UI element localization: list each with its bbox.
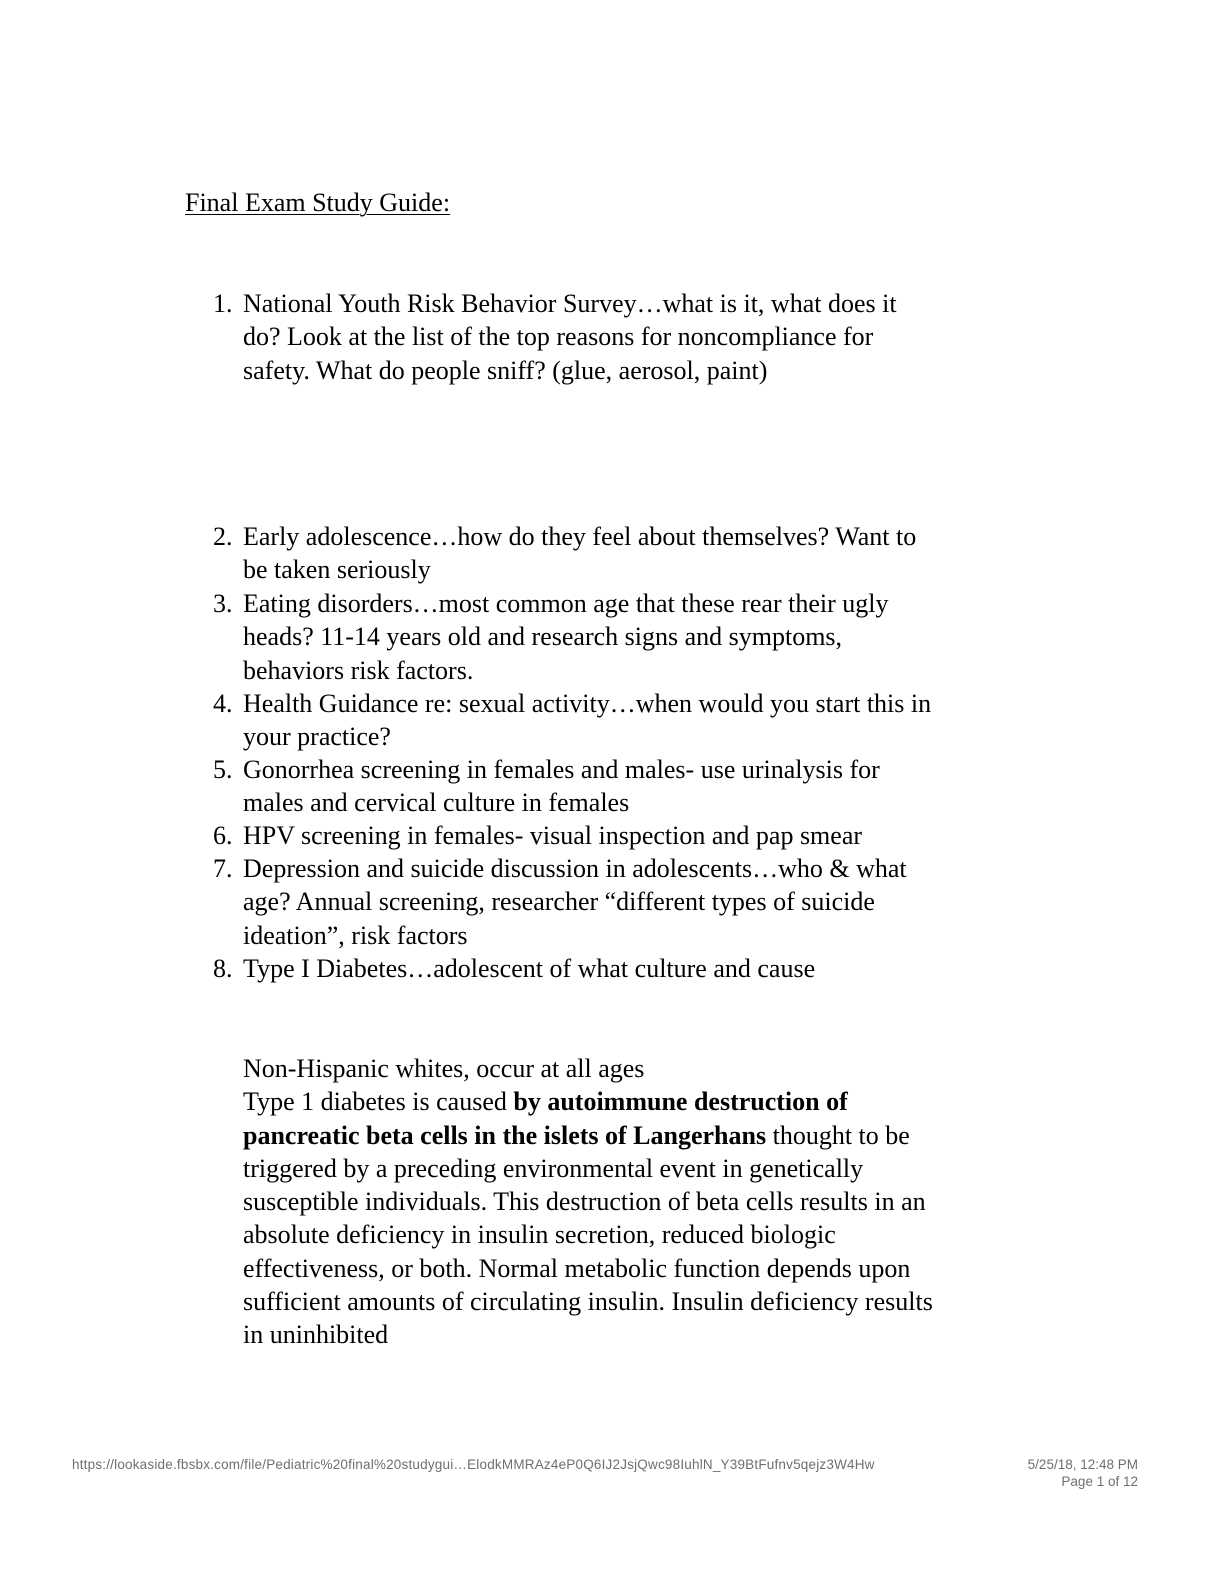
item-text: Gonorrhea screening in females and males- use urinalysis for males and cervical culture in females: [243, 755, 880, 818]
footer-meta: [1028, 1457, 1138, 1490]
item-number: 6.: [213, 821, 233, 850]
footer-url: https://lookaside.fbsbx.com/file/Pediatric%20final%20studygui…ElodkMMRAz4eP0Q6IJ2JsjQwc98IuhlN_Y39BtFufnv5qejz3W4Hw: [72, 1457, 875, 1472]
list-item: [213, 587, 933, 687]
item-number: 7.: [213, 854, 233, 883]
item-number: 5.: [213, 755, 233, 784]
list-item: [213, 520, 933, 587]
list-item: [213, 687, 933, 754]
page-title: Final Exam Study Guide:: [185, 188, 451, 217]
item-number: 1.: [213, 289, 233, 318]
list-item: [213, 852, 933, 952]
list-item: [213, 287, 933, 387]
item-number: 8.: [213, 954, 233, 983]
item-number: 2.: [213, 522, 233, 551]
answer-text: [243, 1052, 933, 1352]
answer-bold: by autoimmune destruction of pancreatic beta cells in the islets of Langerhans: [243, 1087, 848, 1150]
item-text: National Youth Risk Behavior Survey…what is it, what does it do? Look at the list of the top reasons for noncompliance for safety. What do people sniff? (glue, aerosol, paint): [243, 289, 897, 385]
item-text: Eating disorders…most common age that these rear their ugly heads? 11-14 years old and research signs and symptoms, behaviors risk factors.: [243, 589, 889, 685]
item-text: Type I Diabetes…adolescent of what culture and cause: [243, 954, 816, 983]
item-number: 3.: [213, 589, 233, 618]
answer-line-1: Non-Hispanic whites, occur at all ages: [243, 1054, 645, 1083]
item-text: HPV screening in females- visual inspection and pap smear: [243, 821, 863, 850]
answer-intro: Type 1 diabetes is caused: [243, 1087, 514, 1117]
item-number: 4.: [213, 689, 233, 718]
list-item: [213, 952, 933, 985]
list-item: [213, 753, 933, 820]
footer-page-number: Page 1 of 12: [1061, 1473, 1138, 1489]
item-text: Depression and suicide discussion in adolescents…who & what age? Annual screening, researcher “different types of suicide ideation”, risk factors: [243, 854, 907, 950]
footer-timestamp: 5/25/18, 12:48 PM: [1027, 1457, 1138, 1472]
list-item: [213, 819, 933, 852]
answer-rest: thought to be triggered by a preceding environmental event in genetically susceptible individuals. This destruction of beta cells results in an absolute deficiency in insulin secretion, reduced biologic effectiveness, or both. Normal metabolic function depends upon sufficient amounts of circulating insulin. Insulin deficiency results in uninhibited: [243, 1120, 933, 1350]
item-text: Health Guidance re: sexual activity…when would you start this in your practice?: [243, 689, 932, 752]
item-text: Early adolescence…how do they feel about themselves? Want to be taken seriously: [243, 522, 917, 585]
